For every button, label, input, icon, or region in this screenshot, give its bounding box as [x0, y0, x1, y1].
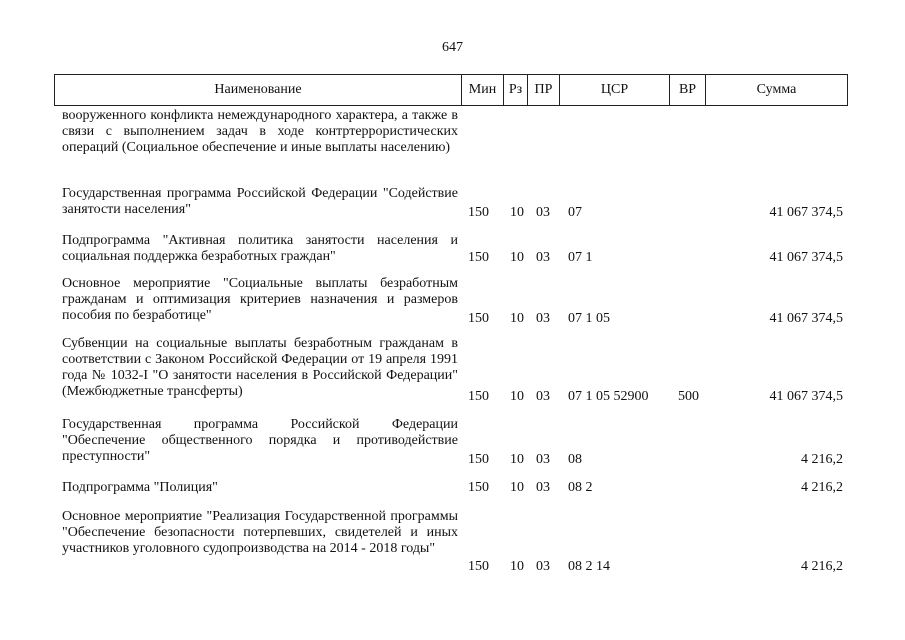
row-name: Государственная программа Российской Федерации "Содействие занятости населения"	[62, 186, 458, 217]
row-pr: 03	[536, 250, 550, 265]
column-header-sum: Сумма	[705, 75, 847, 105]
row-rz: 10	[510, 250, 524, 265]
row-name: вооруженного конфликта немеждународного характера, а также в связи с выполнением задач в ходе контртеррористических операций (Социальное обеспечение и иные выплаты населению)	[62, 108, 458, 155]
row-name: Основное мероприятие "Социальные выплаты безработным гражданам и оптимизация критериев назначения и размеров пособия по безработице"	[62, 276, 458, 323]
row-pr: 03	[536, 452, 550, 467]
row-sum: 41 067 374,5	[769, 250, 843, 265]
column-header-min: Мин	[461, 75, 503, 105]
row-csr: 08	[568, 452, 582, 467]
row-pr: 03	[536, 559, 550, 574]
row-name: Государственная программа Российской Федерации "Обеспечение общественного порядка и противодействие преступности"	[62, 417, 458, 464]
row-rz: 10	[510, 205, 524, 220]
row-name: Основное мероприятие "Реализация Государственной программы "Обеспечение безопасности потерпевших, свидетелей и иных участников уголовного судопроизводства на 2014 - 2018 годы"	[62, 509, 458, 556]
column-header-rz: Рз	[503, 75, 527, 105]
column-header-name: Наименование	[214, 82, 302, 97]
row-csr: 07 1	[568, 250, 593, 265]
row-rz: 10	[510, 559, 524, 574]
row-sum: 4 216,2	[801, 480, 843, 495]
row-sum: 4 216,2	[801, 452, 843, 467]
row-min: 150	[468, 452, 489, 467]
row-min: 150	[468, 559, 489, 574]
row-sum: 41 067 374,5	[769, 311, 843, 326]
row-sum: 4 216,2	[801, 559, 843, 574]
row-csr: 07	[568, 205, 582, 220]
row-min: 150	[468, 250, 489, 265]
row-csr: 08 2	[568, 480, 593, 495]
row-min: 150	[468, 311, 489, 326]
row-csr: 07 1 05 52900	[568, 389, 649, 404]
column-header-pr: ПР	[527, 75, 559, 105]
row-sum: 41 067 374,5	[769, 205, 843, 220]
row-rz: 10	[510, 389, 524, 404]
row-min: 150	[468, 389, 489, 404]
row-sum: 41 067 374,5	[769, 389, 843, 404]
row-min: 150	[468, 205, 489, 220]
row-name: Субвенции на социальные выплаты безработным гражданам в соответствии с Законом Российской Федерации от 19 апреля 1991 года № 1032-I "О занятости населения в Российской Федерации" (Межбюджетные трансферты)	[62, 336, 458, 399]
column-header-csr: ЦСР	[559, 75, 669, 105]
row-name: Подпрограмма "Активная политика занятости населения и социальная поддержка безработных граждан"	[62, 233, 458, 264]
row-rz: 10	[510, 480, 524, 495]
row-csr: 07 1 05	[568, 311, 610, 326]
table-header	[54, 74, 848, 106]
row-name: Подпрограмма "Полиция"	[62, 480, 218, 495]
row-rz: 10	[510, 311, 524, 326]
row-pr: 03	[536, 389, 550, 404]
row-csr: 08 2 14	[568, 559, 610, 574]
row-rz: 10	[510, 452, 524, 467]
page-number: 647	[442, 40, 463, 55]
row-pr: 03	[536, 311, 550, 326]
row-vr: 500	[678, 389, 699, 404]
row-pr: 03	[536, 205, 550, 220]
row-pr: 03	[536, 480, 550, 495]
row-min: 150	[468, 480, 489, 495]
column-header-vr: ВР	[669, 75, 705, 105]
